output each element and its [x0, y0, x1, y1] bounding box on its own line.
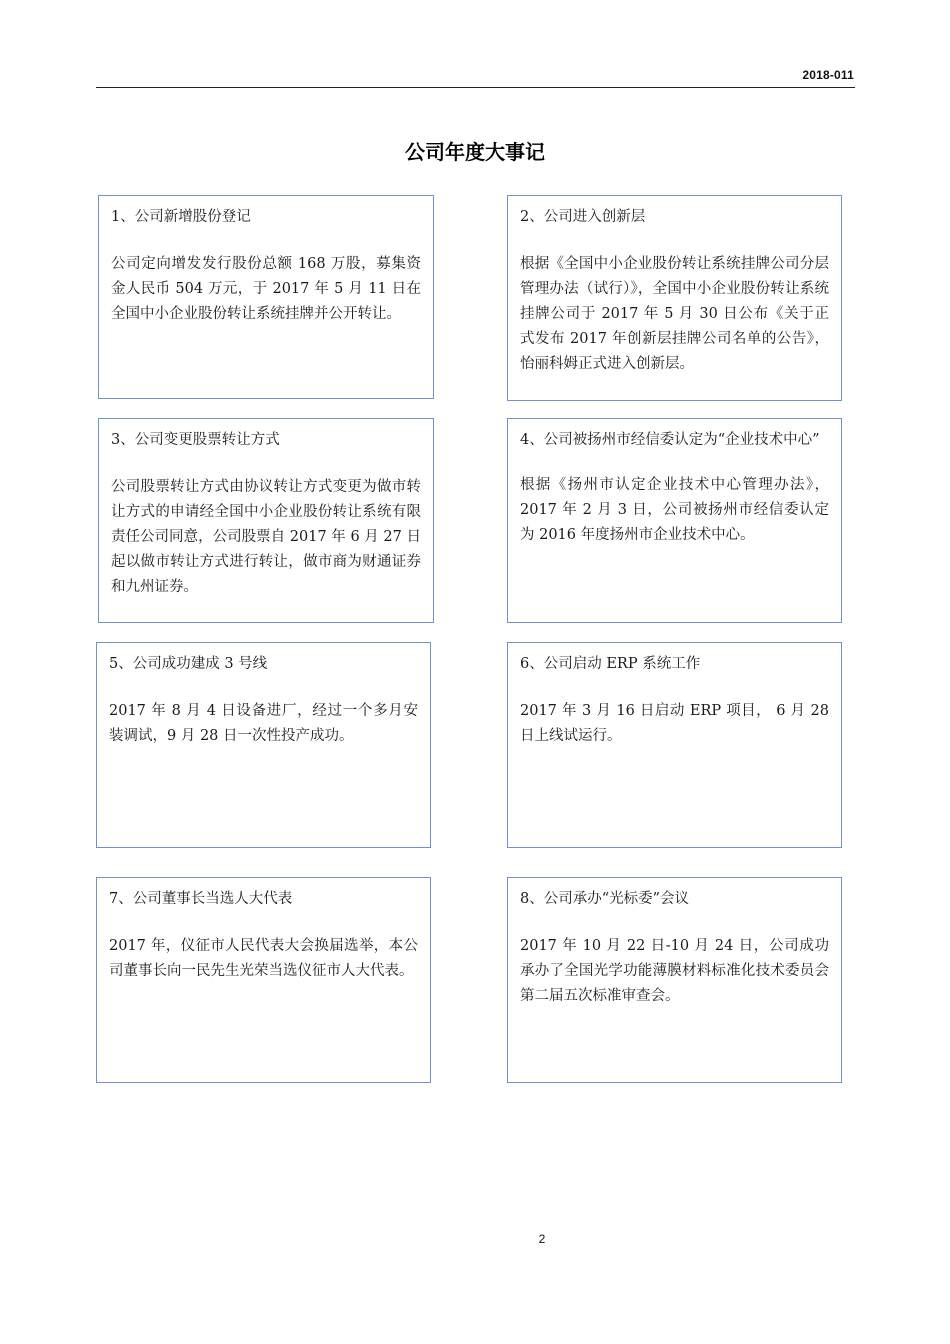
event-heading: 3、公司变更股票转让方式 — [111, 432, 280, 448]
event-body: 2017 年 10 月 22 日-10 月 24 日，公司成功承办了全国光学功能薄膜材料标准化技术委员会第二届五次标准审查会。 — [520, 938, 829, 1004]
page-title: 公司年度大事记 — [405, 140, 545, 164]
event-card-5 — [96, 642, 431, 848]
event-heading: 6、公司启动 ERP 系统工作 — [520, 656, 701, 672]
event-body: 公司定向增发发行股份总额 168 万股，募集资金人民币 504 万元，于 2017 年 5 月 11 日在全国中小企业股份转让系统挂牌并公开转让。 — [111, 256, 421, 322]
event-body: 2017 年 3 月 16 日启动 ERP 项目， 6 月 28 日上线试运行。 — [520, 703, 829, 744]
event-body: 根据《全国中小企业股份转让系统挂牌公司分层管理办法（试行）》，全国中小企业股份转让系统挂牌公司于 2017 年 5 月 30 日公布《关于正式发布 2017 年创新层挂牌公司名单的公告》，怡丽科姆正式进入创新层。 — [520, 256, 829, 372]
event-card-1 — [98, 195, 434, 399]
event-card-3 — [98, 418, 434, 623]
event-body: 2017 年 8 月 4 日设备进厂，经过一个多月安装调试，9 月 28 日一次性投产成功。 — [109, 703, 418, 744]
event-card-7 — [96, 877, 431, 1083]
event-body: 2017 年，仪征市人民代表大会换届选举，本公司董事长向一民先生光荣当选仪征市人大代表。 — [109, 938, 418, 979]
event-body: 根据《扬州市认定企业技术中心管理办法》，2017 年 2 月 3 日，公司被扬州市经信委认定为 2016 年度扬州市企业技术中心。 — [520, 477, 829, 543]
event-card-8 — [507, 877, 842, 1083]
event-heading: 4、公司被扬州市经信委认定为“企业技术中心” — [520, 432, 820, 448]
event-heading: 1、公司新增股份登记 — [111, 209, 251, 225]
event-card-6 — [507, 642, 842, 848]
event-card-4 — [507, 418, 842, 623]
document-code: 2018-011 — [802, 68, 854, 82]
event-heading: 7、公司董事长当选人大代表 — [109, 891, 293, 907]
event-body: 公司股票转让方式由协议转让方式变更为做市转让方式的申请经全国中小企业股份转让系统有限责任公司同意，公司股票自 2017 年 6 月 27 日起以做市转让方式进行转让，做市商为财通证券和九州证券。 — [111, 479, 421, 595]
page-number: 2 — [538, 1232, 546, 1246]
event-heading: 8、公司承办“光标委”会议 — [520, 891, 690, 907]
event-card-2 — [507, 195, 842, 401]
header-divider — [96, 87, 855, 88]
event-heading: 5、公司成功建成 3 号线 — [109, 656, 268, 672]
event-heading: 2、公司进入创新层 — [520, 209, 646, 225]
